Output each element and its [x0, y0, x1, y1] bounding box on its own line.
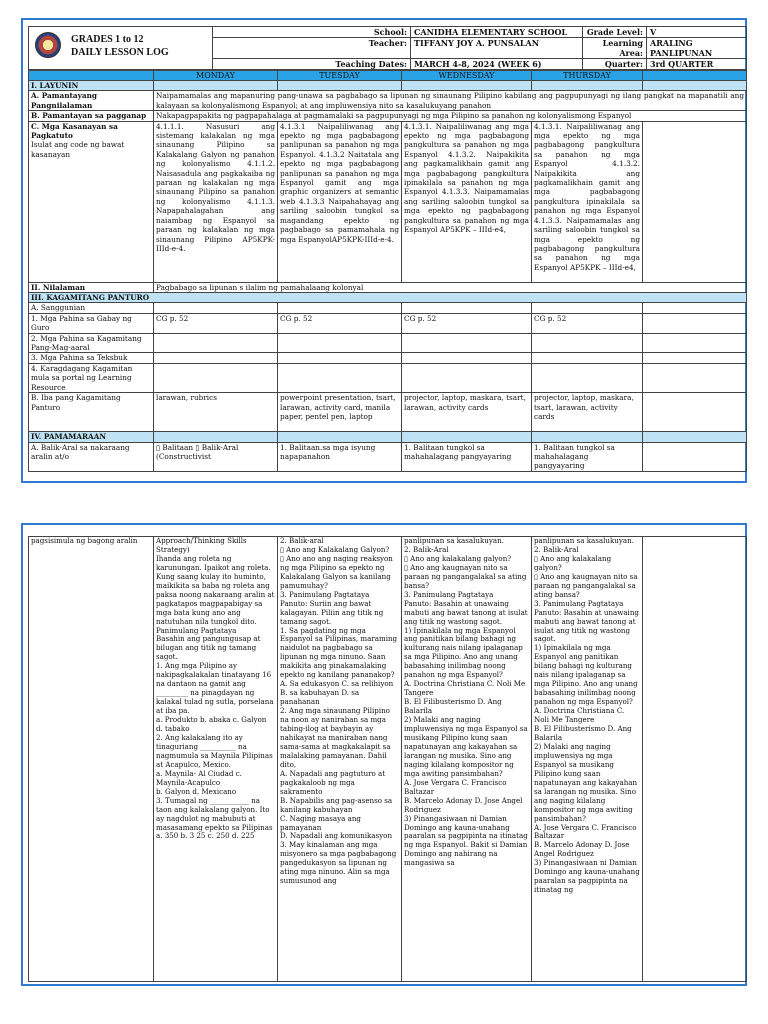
- pagganap-text: Nakapagpapakita ng pagpapahalaga at pagmamalaki sa pagpupunyagi ng mga Pilipino sa panahon ng kolonyalismong Espanyol: [154, 111, 747, 121]
- area-label: Learning Area:: [583, 38, 647, 59]
- day-thursday: THURSDAY: [532, 71, 643, 81]
- kagamitan-label: 2. Mga Pahina sa Kagamitang Pang-Mag-aaral: [29, 333, 154, 353]
- teacher-value: TIFFANY JOY A. PUNSALAN: [411, 38, 583, 59]
- continuation-wednesday: panlipunan sa kasalukuyan. 2. Balik-Aral ▯ Ano ang kalakalang galyon? ▯ Ano ang kaugnayan nito sa paraan ng pangangalakal sa ating bansa? 3. Panimulang Pagtataya Panuto: Basahin at unawaing mabuti ang bawat tanong at isulat ang titik ng wastong sagot. 1) Ipinakilala ng mga Espanyol ang panitikan bilang bahagi ng kulturang nais nilang ipalaganap sa mga Pilipino. Ano ang unang babasahing inilimbag noong panahon ng mga Espanyol? A. Doctrina Christiana C. Noli Me Tangere B. El Filibusterismo D. Ang Balarila 2) Malaki ang naging impluwensiya ng mga Espanyol sa musikang Pilipino kung saan napatunayan ang kakayahan sa larangan ng musika. Sino ang naging kilalang kompositor ng mga awiting pansimbahan? A. Jose Vergara C. Francisco Baltazar B. Marcelo Adonay D. Jose Angel Rodriguez 3) Pinangasiwaan ni Damian Domingo ang kauna-unahang paaralan sa pagpipinta na itinatag ng mga Espanyol. Bakit si Damian Domingo ang nahirang na mangasiwa sa: [402, 537, 532, 982]
- pagganap-label: B. Pamantayan sa pagganap: [29, 111, 154, 121]
- iba-tuesday: powerpoint presentation, tsart, larawan, activity card, manila paper, pentel pen, laptop: [278, 393, 402, 432]
- deped-seal-icon: [35, 32, 61, 58]
- logo-block: [29, 27, 213, 70]
- continuation-friday: [643, 537, 747, 982]
- teksbuk-label: 3. Mga Pahina sa Teksbuk: [29, 353, 154, 363]
- section-nilalaman: II. Nilalaman: [29, 282, 154, 292]
- continuation-monday: Approach/Thinking Skills Strategy) Ihanda ang roleta ng karunungan. Ipaikot ang roleta. Kung saang kulay ito huminto, maikikita sa baba ng roleta ang paksa noong nakaraang aralin at pagkatapos magpapabigay sa mga bata kung ano ang natutuhan nila tungkol dito. Panimulang Pagtataya Basahin ang pangungusap at bilugan ang titik ng tamang sagot. 1. Ang mga Pilipino ay nakipagkalakalan tinatayang 16 na dantaon na gamit ang _________ na pinagdayan ng kalakal tulad ng sutla, porselana at iba pa. a. Produkto b. abaka c. Galyon d. tabako 2. Ang kalakalang ito ay tinaguriang __________ na nagmumula sa Maynila Pilipinas at Acapulco, Mexico. a. Maynila- Al Ciudad c. Maynila-Acapulco b. Galyon d. Mexicano 3. Tumagal ng ___________ na taon ang kalakalang galyon. Ito ay nagdulot ng mabubuti at masasamang epekto sa Pilipinas a. 350 b. 3 25 c. 250 d. 225: [154, 537, 278, 982]
- iba-label: B. Iba pang Kagamitang Panturo: [29, 393, 154, 432]
- gabay-label: 1. Mga Pahina sa Gabay ng Guro: [29, 313, 154, 333]
- continuation-thursday: panlipunan sa kasalukuyan. 2. Balik-Aral ▯ Ano ang kalakalang galyon? ▯ Ano ang kaugnayan nito sa paraan ng pangangalakal sa ating bansa? 3. Panimulang Pagtataya Panuto: Basahin at unawaing mabuti ang bawat tanong at isulat ang titik ng wastong sagot. 1) Ipinakilala ng mga Espanyol ang panitikan bilang bahagi ng kulturang nais nilang ipalaganap sa mga Pilipino. Ano ang unang babasahing inilimbag noong panahon ng mga Espanyol? A. Doctrina Christiana C. Noli Me Tangere B. El Filibusterismo D. Ang Balarila 2) Malaki ang naging impluwensiya ng mga Espanyol sa musikang Pilipino kung saan napatunayan ang kakayahan sa larangan ng musika. Sino ang naging kilalang kompositor ng mga awiting pansimbahan? A. Jose Vergara C. Francisco Baltazar B. Marcelo Adonay D. Jose Angel Rodriguez 3) Pinangasiwaan ni Damian Domingo ang kauna-unahang paaralan sa pagpipinta na itinatag ng: [532, 537, 643, 982]
- kasanayan-wednesday: 4.1.3.1. Naipaliliwanag ang mga epekto ng mga pagbabagong pangkultura sa panahon ng mga Espanyol 4.1.3.2. Naipakikita ang pagkamalikhain gamit ang mga pagbabagong pangkultura ipinakilala sa panahon ng mga Espanyol 4.1.3.3. Naipamamalas ang sariling saloobin tungkol sa mga epekto ng pagbabagong pangkultura sa panahon ng mga Espanyol AP5KPK – IIId-e4,: [402, 121, 532, 282]
- pamantayang-label: A. Pamantayang Pangnilalaman: [29, 91, 154, 111]
- balik-wednesday: 1. Balitaan tungkol sa mahahalagang pangyayaring: [402, 442, 532, 471]
- gabay-thursday: CG p. 52: [532, 313, 643, 333]
- karagdagang-label: 4. Karagdagang Kagamitan mula sa portal ng Learning Resource: [29, 363, 154, 392]
- kasanayan-monday: 4.1.1.1. Nasusuri ang sistemang kalakalan ng mga sinaunang Pilipino sa Kalakalang Galyon ng panahon ng kolonyalismo 4.1.1.2. Naisasadula ang pagkakaiba ng paraan ng kalakalan ng mga sinaunang Pilipino sa panahon ng kolonyalismo 4.1.1.3. Napapahalagahan ang naiambag ng Espanyol sa paraan ng kalakalan ng mga sinaunang Pilipino AP5KPK-IIId-e-4.: [154, 121, 278, 282]
- section-layunin: I. LAYUNIN: [29, 81, 154, 91]
- logo-text-grades: GRADES 1 to 12: [71, 34, 144, 45]
- kasanayan-sub: Isulat ang code ng bawat kasanayan: [31, 140, 125, 159]
- page-1: [21, 18, 747, 483]
- iba-monday: larawan, rubrics: [154, 393, 278, 432]
- pamantayang-text: Naipamamalas ang mapanuring pang-unawa sa pagbabago sa lipunan ng sinaunang Pilipino kabilang ang pagpupunyagi ng ilang pangkat na mapanatili ang kalayaan sa kolonyalismong Espanyol; at ang impluwensiya nito sa kasalukuyang panahon: [154, 91, 747, 111]
- balik-label: A. Balik-Aral sa nakaraang aralin at/o: [29, 442, 154, 471]
- lesson-body-table: [28, 70, 747, 472]
- balik-monday: ▯ Balitaan ▯ Balik-Aral (Constructivist: [154, 442, 278, 471]
- continuation-tuesday: 2. Balik-aral ▯ Ano ang Kalakalang Galyon? ▯ Ano ano ang naging reaksyon ng mga Pilipino sa epekto ng Kalakalang Galyon sa kanilang pamumuhay? 3. Panimulang Pagtataya Panuto: Suriin ang bawat kalagayan. Piliin ang titik ng tamang sagot. 1. Sa pagdating ng mga Espanyol sa Pilipinas, maraming naidulot na pagbabago sa lipunan ng mga ninuno. Saan makikita ang pinakamalaking epekto ng kanilang pananakop? A. Sa edukasyon C. sa relihiyon B. sa kabuhayan D. sa panahanan 2. Ang mga sinaunang Pilipino na noon ay naniraban sa mga tabing-ilog at baybayin ay nahikayat na maniraban nang sama-sama at magkakalapit sa malalaking pamayanan. Dahil dito, A. Napadali ang pagtuturo at pagkakaloob ng mga sakramento B. Napabilis ang pag-asenso sa kanilang kabuhayan C. Naging masaya ang pamayanan D. Napadali ang komunikasyon 3. May kinalaman ang mga misyonero sa mga pagbabagong pangedukasyon sa lipunan ng ating mga ninuno. Alin sa mga sumusunod ang: [278, 537, 402, 982]
- kasanayan-friday: [643, 121, 747, 282]
- lesson-log-table: [28, 26, 747, 70]
- day-wednesday: WEDNESDAY: [402, 71, 532, 81]
- dates-label: Teaching Dates:: [213, 59, 411, 70]
- kasanayan-label: C. Mga Kasanayan sa Pagkatuto: [31, 121, 118, 141]
- kasanayan-cell: [29, 121, 154, 282]
- gabay-wednesday: CG p. 52: [402, 313, 532, 333]
- continuation-label: pagsisimula ng bagong aralin: [29, 537, 154, 982]
- grade-value: V: [647, 27, 747, 38]
- school-value: CANIDHA ELEMENTARY SCHOOL: [411, 27, 583, 38]
- dates-value: MARCH 4-8, 2024 (WEEK 6): [411, 59, 583, 70]
- day-friday-blank: [643, 71, 747, 81]
- day-tuesday: TUESDAY: [278, 71, 402, 81]
- gabay-monday: CG p. 52: [154, 313, 278, 333]
- grade-label: Grade Level:: [583, 27, 647, 38]
- log-title: [71, 33, 169, 59]
- nilalaman-text: Pagbabago sa lipunan s ilalim ng pamahalaang kolonyal: [154, 282, 747, 292]
- quarter-value: 3rd QUARTER: [647, 59, 747, 70]
- kasanayan-thursday: 4.1.3.1. Naipaliliwanag ang mga epekto ng mga pagbabagong pangkultura sa panahon ng mga Espanyol 4.1.3.2. Naipakikita ang pagkamalikhain gamit ang mga pagbabagong pangkultura ipinakilala sa panahon ng mga Espanyol 4.1.3.3. Naipamamalas ang sariling saloobin tungkol sa mga epekto ng pagbabagong pangkultura sa panahon ng mga Espanyol AP5KPK – IIId-e4,: [532, 121, 643, 282]
- kasanayan-tuesday: 4.1.3.1 Naipaliliwanag ang epekto ng mga pagbabagong panlipunan sa panahon ng mga Espanyol. 4.1.3.2 Naitatala ang epekto ng mga pagbabagong panlipunan sa panahon ng mga Espanyol gamit ang mga graphic organizers at semantic web 4.1.3.3 Naipahahayag ang sariling saloobin tungkol sa magandang epekto ng pagbabago sa pamamahala ng mga EspanyolAP5KPK-IIId-e-4.: [278, 121, 402, 282]
- school-label: School:: [213, 27, 411, 38]
- corner-cell: [29, 71, 154, 81]
- section-kagamitan: III. KAGAMITANG PANTURO: [29, 293, 747, 303]
- teacher-label: Teacher:: [213, 38, 411, 59]
- logo-text-dll: DAILY LESSON LOG: [71, 47, 169, 58]
- continuation-table: [28, 536, 747, 982]
- page-2: [21, 523, 747, 986]
- section-pamamaraan: IV. PAMAMARAAN: [29, 432, 154, 442]
- balik-tuesday: 1. Balitaan.sa mga isyung napapanahon: [278, 442, 402, 471]
- balik-thursday: 1. Balitaan tungkol sa mahahalagang pangyayaring: [532, 442, 643, 471]
- iba-thursday: projector, laptop, maskara, tsart, larawan, activity cards: [532, 393, 643, 432]
- sanggunian-label: A. Sanggunian: [29, 303, 154, 313]
- quarter-label: Quarter:: [583, 59, 647, 70]
- area-value: ARALING PANLIPUNAN: [647, 38, 747, 59]
- day-monday: MONDAY: [154, 71, 278, 81]
- iba-wednesday: projector, laptop, maskara, tsart, larawan, activity cards: [402, 393, 532, 432]
- gabay-tuesday: CG p. 52: [278, 313, 402, 333]
